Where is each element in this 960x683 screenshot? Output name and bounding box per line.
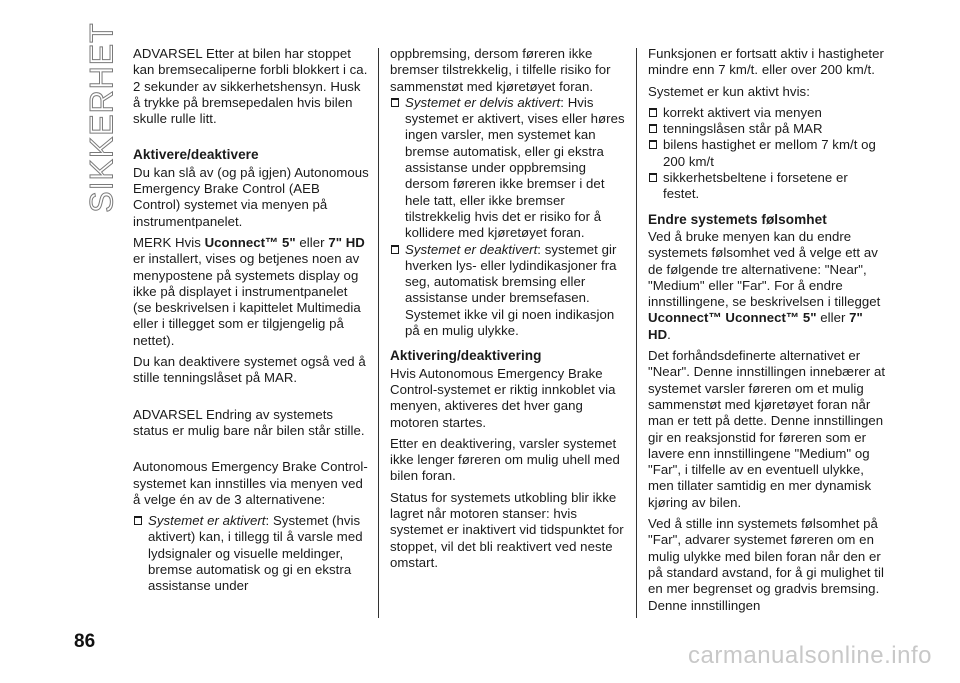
paragraph: Du kan deaktivere systemet også ved å stille tenningslåset på MAR. [133, 354, 366, 386]
condition-text: tenningslåsen står på MAR [663, 121, 823, 137]
bullet-icon [391, 98, 399, 107]
list-item [390, 242, 628, 340]
text: Ved å bruke menyen kan du endre systemets følsomhet ved å velge ett av de følgende tre alternativene: "Near", "Medium" eller "Far". For å endre innstillingene, se beskrivelsen i tillegget [648, 228, 881, 310]
paragraph: Du kan slå av (og på igjen) Autonomous Emergency Brake Control (AEB Control) systemet via menyen på instrumentpanelet. [133, 164, 369, 229]
text: er installert, vises og betjenes noen av menypostene på systemets display og ikke på displayet i instrumentpanelet (se beskrivelsen i kapittelet Multimedia eller i tillegget som er tilgjengelig på nettet). [133, 251, 361, 348]
condition-text: korrekt aktivert via menyen [663, 104, 822, 120]
text: eller [816, 310, 850, 326]
note-paragraph [133, 235, 369, 349]
column-divider [636, 48, 637, 618]
bullet-icon [649, 140, 657, 149]
bullet-icon [649, 124, 657, 133]
column-divider [378, 48, 379, 618]
hd-label: 7" HD [328, 234, 365, 250]
heading-activate-deactivate: Aktivere/deaktivere [133, 147, 259, 163]
section-title [82, 21, 122, 213]
column-3 [648, 46, 886, 619]
option-text: : systemet gir hverken lys- eller lydindikasjoner fra seg, automatisk bremsing eller assistanse under bremsefasen. Systemet ikke vil gi noen indikasjon på en mulig ulykke. [405, 241, 617, 339]
warning-paragraph: ADVARSEL Endring av systemets status er mulig bare når bilen står stille. [133, 406, 365, 438]
list-item [648, 137, 886, 170]
paragraph: Systemet er kun aktivt hvis: [648, 83, 810, 99]
condition-text: sikkerhetsbeltene i forsetene er festet. [663, 170, 848, 202]
condition-text: bilens hastighet er mellom 7 km/t og 200 km/t [663, 137, 876, 169]
list-item [648, 121, 886, 137]
paragraph: Status for systemets utkobling blir ikke lagret når motoren stanser: hvis systemet er inaktivert vid tidspunktet for stoppet, vil det bli reaktivert ved neste omstart. [390, 489, 624, 570]
list-item [390, 95, 628, 242]
paragraph: Etter en deaktivering, varsler systemet ikke lenger føreren om mulig uhell med bilen foran. [390, 435, 620, 484]
paragraph: Ved å stille inn systemets følsomhet på "Far", advarer systemet føreren om en mulig ulykke med bilen foran når den er på standard avstand, for å gi mulighet til en mer begrenset og gradvis bremsing. Denne innstillingen [648, 516, 884, 613]
option-name: Systemet er aktivert [148, 513, 266, 529]
paragraph: Det forhåndsdefinerte alternativet er "Near". Denne innstillingen innebærer at systemet varsler føreren om et mulig sammenstøt med kjøretøyet foran når man er tett på dette. Denne innstillingen gir en reaksjonstid for føreren som er lavere enn innstillingene "Medium" og "Far", i tilfelle av en eventuell ulykke, men tillater samtidig en mer dynamisk kjøring av bilen. [648, 348, 886, 510]
paragraph: Funksjonen er fortsatt aktiv i hastigheter mindre enn 7 km/t. eller over 200 km/t. [648, 46, 884, 78]
uconnect-label: Uconnect™ 5" [204, 234, 296, 250]
paragraph: Autonomous Emergency Brake Control-systemet kan innstilles via menyen ved å velge én av de 3 alternativene: [133, 459, 368, 507]
paragraph: Hvis Autonomous Emergency Brake Control-systemet er riktig innkoblet via menyen, aktiveres det hver gang motoren startes. [390, 365, 616, 430]
heading-activation-deactivation: Aktivering/deaktivering [390, 348, 542, 364]
bullet-icon [649, 173, 657, 182]
option-name: Systemet er deaktivert [405, 241, 538, 257]
watermark: carmanualsonline.info [688, 642, 932, 669]
bullet-icon [391, 245, 399, 254]
list-item [648, 105, 886, 121]
warning-paragraph: ADVARSEL Etter at bilen har stoppet kan bremsecaliperne forbli blokkert i ca. 2 sekunder av sikkerhetshensyn. Husk å trykke på bremsepedalen hvis bilen skulle rulle litt. [133, 46, 368, 127]
option-text: : Systemet (hvis aktivert) kan, i tillegg til å varsle med lydsignaler og visuelle meldinger, bremse automatisk og gi en ekstra assistanse under [148, 513, 363, 594]
list-item [648, 170, 886, 203]
list-item [133, 513, 369, 594]
page-number: 86 [74, 631, 96, 652]
column-2 [390, 46, 628, 576]
option-name: Systemet er delvis aktivert [405, 94, 561, 110]
bullet-icon [134, 516, 142, 525]
option-text: : Hvis systemet er aktivert, vises eller høres ingen varsler, men systemet kan bremse automatisk, eller gi ekstra assistanse under oppbremsing dersom føreren ikke bremser i det hele tatt, eller ikke bremser tilstrekkelig hvis det er risiko for å kollidere med kjøretøyet foran. [405, 94, 625, 241]
bullet-icon [649, 108, 657, 117]
hd-label: 7" HD [648, 310, 863, 342]
section-title-text: SIKKERHET [83, 21, 120, 213]
uconnect-label: Uconnect™ Uconnect™ 5" [648, 310, 817, 326]
text: . [667, 326, 671, 342]
text: eller [295, 234, 329, 250]
column-1 [133, 46, 369, 595]
heading-sensitivity: Endre systemets følsomhet [648, 211, 827, 227]
text: MERK Hvis [133, 234, 205, 250]
paragraph [648, 229, 886, 343]
paragraph: oppbremsing, dersom føreren ikke bremser tilstrekkelig, i tilfelle risiko for sammenstøt med kjøretøyet foran. [390, 46, 611, 94]
